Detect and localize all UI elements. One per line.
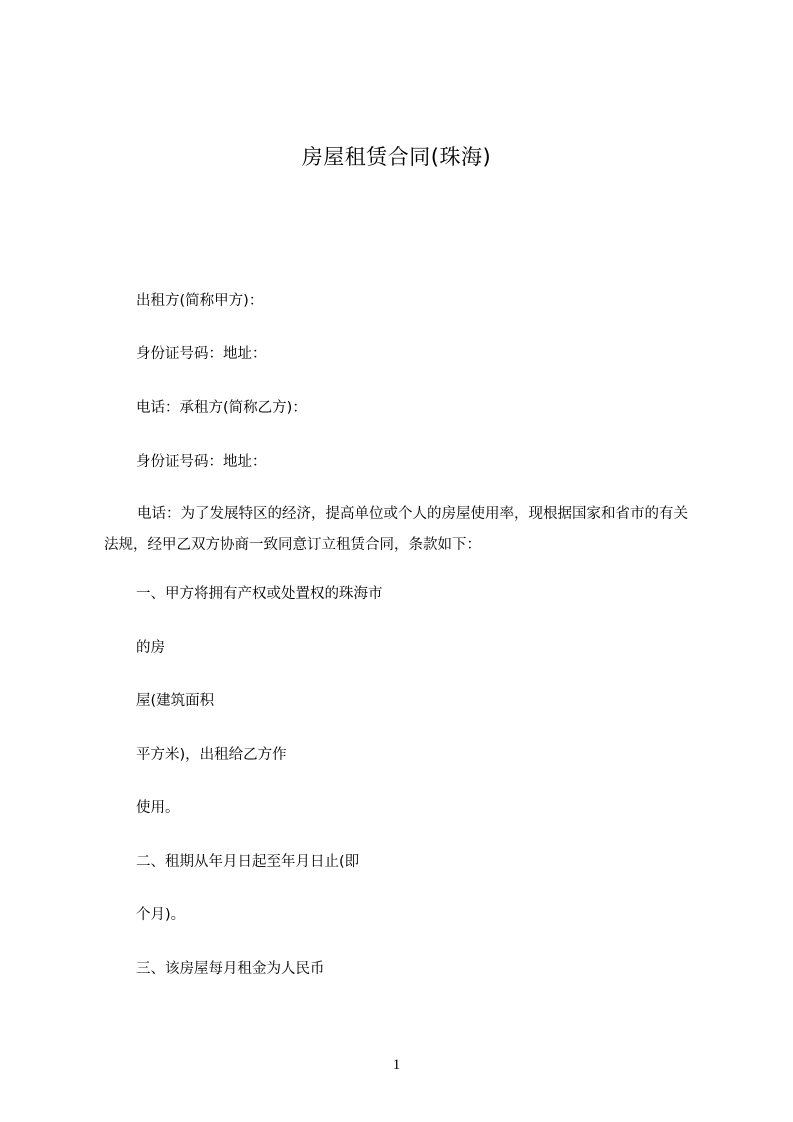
clause-2-line: 二、租期从年月日起至年月日止(即	[136, 854, 360, 870]
clause-1-line: 的房	[136, 640, 165, 656]
clause-1-line: 一、甲方将拥有产权或处置权的珠海市	[136, 586, 383, 602]
clause-1-line: 平方米)，出租给乙方作	[136, 747, 287, 763]
lessee-id-address-line: 身份证号码：地址：	[136, 454, 267, 470]
lessor-id-address-line: 身份证号码：地址：	[136, 346, 267, 362]
clause-2-line: 个月)。	[136, 907, 186, 923]
intro-paragraph: 电话：为了发展特区的经济，提高单位或个人的房屋使用率，现根据国家和省市的有关法规，经甲乙双方协商一致同意订立租赁合同，条款如下：	[104, 506, 688, 553]
clause-3-line: 三、该房屋每月租金为人民币	[136, 961, 325, 977]
clause-1-line: 使用。	[136, 800, 180, 816]
page-number: 1	[392, 1057, 401, 1073]
lessor-line: 出租方(简称甲方)：	[136, 293, 264, 309]
lessee-line: 电话：承租方(简称乙方)：	[136, 400, 307, 416]
clause-1-line: 屋(建筑面积	[136, 693, 215, 709]
document-title: 房屋租赁合同(珠海)	[301, 145, 492, 169]
